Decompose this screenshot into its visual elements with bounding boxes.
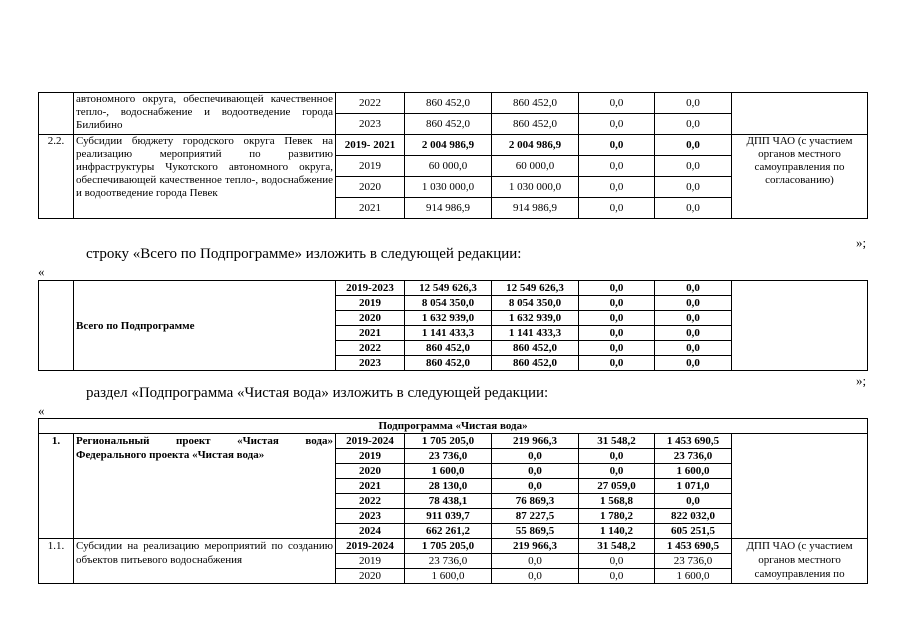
budget-cell: 1 632 939,0 xyxy=(492,311,579,326)
budget-cell: 23 736,0 xyxy=(655,449,732,464)
budget-cell: 76 869,3 xyxy=(492,494,579,509)
budget-cell: 0,0 xyxy=(655,93,732,114)
year-cell: 2022 xyxy=(336,494,405,509)
item-number: 1. xyxy=(39,434,74,539)
budget-cell: 0,0 xyxy=(579,156,655,177)
closing-quote: »; xyxy=(856,373,867,388)
budget-cell: 27 059,0 xyxy=(579,479,655,494)
budget-cell: 0,0 xyxy=(579,449,655,464)
budget-cell: 860 452,0 xyxy=(492,356,579,371)
budget-cell: 0,0 xyxy=(492,464,579,479)
budget-cell: 0,0 xyxy=(579,177,655,198)
budget-cell: 860 452,0 xyxy=(492,341,579,356)
total-cell: 911 039,7 xyxy=(405,509,492,524)
budget-cell: 1 780,2 xyxy=(579,509,655,524)
total-cell: 860 452,0 xyxy=(405,341,492,356)
budget-cell: 0,0 xyxy=(579,135,655,156)
closing-quote: »; xyxy=(856,235,867,250)
budget-cell: 0,0 xyxy=(655,341,732,356)
total-cell: 1 600,0 xyxy=(405,569,492,584)
budget-cell: 219 966,3 xyxy=(492,434,579,449)
budget-cell: 0,0 xyxy=(655,114,732,135)
year-cell: 2021 xyxy=(336,198,405,219)
budget-cell: 0,0 xyxy=(579,114,655,135)
budget-cell: 0,0 xyxy=(579,326,655,341)
budget-cell: 0,0 xyxy=(655,177,732,198)
instruction-paragraph: раздел «Подпрограмма «Чистая вода» изложить в следующей редакции: xyxy=(86,385,549,401)
item-description: Субсидии на реализацию мероприятий по созданию объектов питьевого водоснабжения xyxy=(74,539,336,584)
budget-cell: 0,0 xyxy=(492,479,579,494)
total-cell: 860 452,0 xyxy=(405,114,492,135)
total-cell: 1 632 939,0 xyxy=(405,311,492,326)
budget-cell: 0,0 xyxy=(579,311,655,326)
year-cell: 2019 xyxy=(336,296,405,311)
budget-cell: 23 736,0 xyxy=(655,554,732,569)
year-cell: 2019-2023 xyxy=(336,281,405,296)
budget-cell: 0,0 xyxy=(492,569,579,584)
year-cell: 2020 xyxy=(336,464,405,479)
total-cell: 2 004 986,9 xyxy=(405,135,492,156)
budget-cell: 31 548,2 xyxy=(579,539,655,554)
year-cell: 2019 xyxy=(336,449,405,464)
budget-cell: 0,0 xyxy=(655,311,732,326)
year-cell: 2020 xyxy=(336,177,405,198)
responsible-cell xyxy=(732,434,868,539)
total-cell: 860 452,0 xyxy=(405,93,492,114)
budget-cell: 822 032,0 xyxy=(655,509,732,524)
total-cell: 60 000,0 xyxy=(405,156,492,177)
year-cell: 2021 xyxy=(336,479,405,494)
table-row xyxy=(39,434,868,449)
item-number xyxy=(39,93,74,135)
total-cell: 12 549 626,3 xyxy=(405,281,492,296)
year-cell: 2024 xyxy=(336,524,405,539)
year-cell: 2021 xyxy=(336,326,405,341)
year-cell: 2019 xyxy=(336,554,405,569)
budget-cell: 0,0 xyxy=(579,296,655,311)
budget-cell: 0,0 xyxy=(579,554,655,569)
total-cell: 78 438,1 xyxy=(405,494,492,509)
total-cell: 1 141 433,3 xyxy=(405,326,492,341)
total-cell: 1 705 205,0 xyxy=(405,434,492,449)
budget-cell: 1 140,2 xyxy=(579,524,655,539)
item-number: 2.2. xyxy=(39,135,74,219)
item-description: Региональный проект «Чистая вода» Федерального проекта «Чистая вода» xyxy=(74,434,336,539)
total-cell: 8 054 350,0 xyxy=(405,296,492,311)
table-clean-water-subprogram xyxy=(38,418,868,584)
total-cell: 23 736,0 xyxy=(405,449,492,464)
responsible-cell xyxy=(732,93,868,135)
opening-quote: « xyxy=(38,403,45,418)
budget-cell: 2 004 986,9 xyxy=(492,135,579,156)
total-cell: 1 600,0 xyxy=(405,464,492,479)
year-cell: 2019-2024 xyxy=(336,539,405,554)
table-row xyxy=(39,539,868,554)
responsible-cell: ДПП ЧАО (с участием органов местного самоуправления по xyxy=(732,539,868,584)
responsible-cell xyxy=(732,281,868,371)
budget-cell: 605 251,5 xyxy=(655,524,732,539)
budget-cell: 0,0 xyxy=(655,296,732,311)
item-number xyxy=(39,281,74,371)
budget-cell: 12 549 626,3 xyxy=(492,281,579,296)
opening-quote: « xyxy=(38,264,45,279)
budget-cell: 1 141 433,3 xyxy=(492,326,579,341)
year-cell: 2019 xyxy=(336,156,405,177)
budget-cell: 0,0 xyxy=(655,356,732,371)
year-cell: 2022 xyxy=(336,341,405,356)
total-cell: 28 130,0 xyxy=(405,479,492,494)
budget-cell: 31 548,2 xyxy=(579,434,655,449)
budget-cell: 1 030 000,0 xyxy=(492,177,579,198)
item-number: 1.1. xyxy=(39,539,74,584)
subprogram-header: Подпрограмма «Чистая вода» xyxy=(39,419,868,434)
budget-cell: 1 071,0 xyxy=(655,479,732,494)
total-cell: 1 705 205,0 xyxy=(405,539,492,554)
budget-cell: 1 600,0 xyxy=(655,569,732,584)
budget-cell: 8 054 350,0 xyxy=(492,296,579,311)
budget-cell: 0,0 xyxy=(579,464,655,479)
budget-cell: 0,0 xyxy=(579,356,655,371)
table-row xyxy=(39,135,868,156)
budget-cell: 1 453 690,5 xyxy=(655,434,732,449)
year-cell: 2023 xyxy=(336,114,405,135)
table-total-subprogram xyxy=(38,280,868,371)
year-cell: 2023 xyxy=(336,509,405,524)
total-cell: 662 261,2 xyxy=(405,524,492,539)
total-label: Всего по Подпрограмме xyxy=(74,281,336,371)
year-cell: 2019-2024 xyxy=(336,434,405,449)
budget-cell: 1 568,8 xyxy=(579,494,655,509)
budget-cell: 914 986,9 xyxy=(492,198,579,219)
budget-cell: 87 227,5 xyxy=(492,509,579,524)
year-cell: 2022 xyxy=(336,93,405,114)
budget-cell: 0,0 xyxy=(655,326,732,341)
year-cell: 2019- 2021 xyxy=(336,135,405,156)
budget-cell: 1 453 690,5 xyxy=(655,539,732,554)
year-cell: 2023 xyxy=(336,356,405,371)
budget-cell: 0,0 xyxy=(579,198,655,219)
budget-cell: 0,0 xyxy=(655,135,732,156)
budget-cell: 860 452,0 xyxy=(492,93,579,114)
total-cell: 1 030 000,0 xyxy=(405,177,492,198)
budget-cell: 0,0 xyxy=(579,281,655,296)
year-cell: 2020 xyxy=(336,311,405,326)
budget-cell: 0,0 xyxy=(579,569,655,584)
budget-cell: 0,0 xyxy=(579,93,655,114)
budget-cell: 0,0 xyxy=(492,554,579,569)
table-row xyxy=(39,281,868,296)
total-cell: 23 736,0 xyxy=(405,554,492,569)
instruction-paragraph: строку «Всего по Подпрограмме» изложить в следующей редакции: xyxy=(86,246,522,262)
budget-cell: 0,0 xyxy=(655,156,732,177)
budget-cell: 0,0 xyxy=(655,281,732,296)
year-cell: 2020 xyxy=(336,569,405,584)
budget-cell: 55 869,5 xyxy=(492,524,579,539)
total-cell: 914 986,9 xyxy=(405,198,492,219)
table-header-row xyxy=(39,419,868,434)
budget-cell: 0,0 xyxy=(655,494,732,509)
table-continued-items xyxy=(38,92,868,219)
budget-cell: 0,0 xyxy=(579,341,655,356)
budget-cell: 860 452,0 xyxy=(492,114,579,135)
item-description: автономного округа, обеспечивающей качественное тепло-, водоснабжение и водоотведение города Билибино xyxy=(74,93,336,135)
responsible-cell: ДПП ЧАО (с участием органов местного самоуправления по согласованию) xyxy=(732,135,868,219)
budget-cell: 1 600,0 xyxy=(655,464,732,479)
table-row xyxy=(39,93,868,114)
item-description: Субсидии бюджету городского округа Певек на реализацию мероприятий по развитию инфраструктуры Чукотского автономного округа, обеспечивающей качественное тепло-, водоснабжение и водоотведение города Певек xyxy=(74,135,336,219)
budget-cell: 60 000,0 xyxy=(492,156,579,177)
budget-cell: 0,0 xyxy=(655,198,732,219)
total-cell: 860 452,0 xyxy=(405,356,492,371)
budget-cell: 219 966,3 xyxy=(492,539,579,554)
budget-cell: 0,0 xyxy=(492,449,579,464)
